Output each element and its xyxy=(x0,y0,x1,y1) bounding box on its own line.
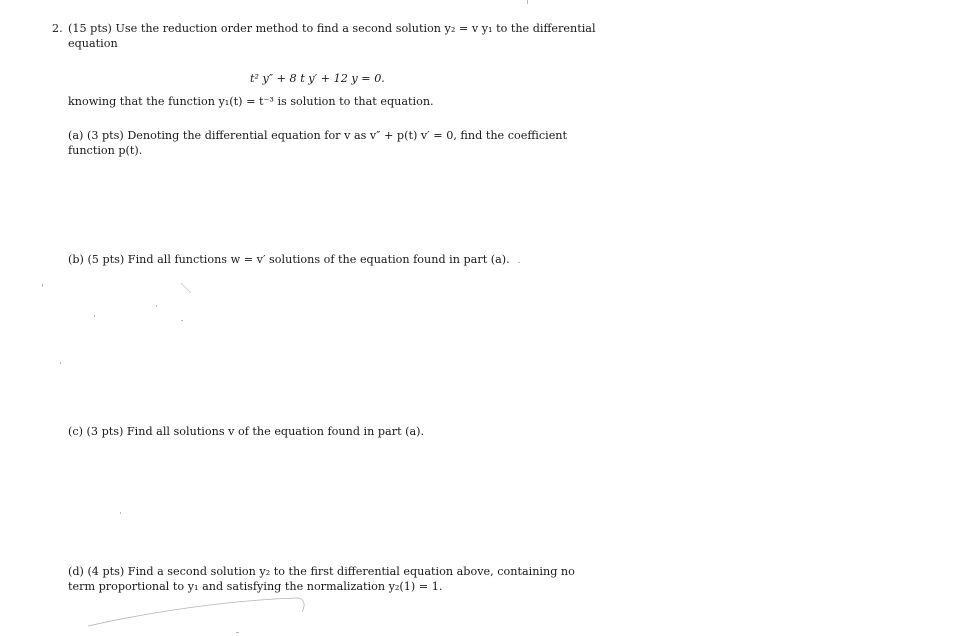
problem-intro-line1: (15 pts) Use the reduction order method to find a second solution y₂ = v y₁ to the differential xyxy=(68,22,596,35)
part-a-line1: (a) (3 pts) Denoting the differential equation for v as v″ + p(t) v′ = 0, find the coefficient xyxy=(68,129,568,142)
pencil-stroke-lower xyxy=(88,598,304,626)
known-solution-statement: knowing that the function y₁(t) = t⁻³ is solution to that equation. xyxy=(68,95,434,108)
part-b-line1: (b) (5 pts) Find all functions w = v′ solutions of the equation found in part (a). xyxy=(68,253,510,266)
part-d-line2: term proportional to y₁ and satisfying the normalization y₂(1) = 1. xyxy=(68,580,443,593)
differential-equation: t² y″ + 8 t y′ + 12 y = 0. xyxy=(250,72,385,85)
part-d-line1: (d) (4 pts) Find a second solution y₂ to the first differential equation above, containing no xyxy=(68,565,575,578)
part-a-line2: function p(t). xyxy=(68,144,143,157)
part-c-line1: (c) (3 pts) Find all solutions v of the equation found in part (a). xyxy=(68,425,425,438)
problem-intro-line2: equation xyxy=(68,37,118,50)
pencil-stroke-upper xyxy=(181,283,191,293)
problem-number: 2. xyxy=(52,22,63,35)
